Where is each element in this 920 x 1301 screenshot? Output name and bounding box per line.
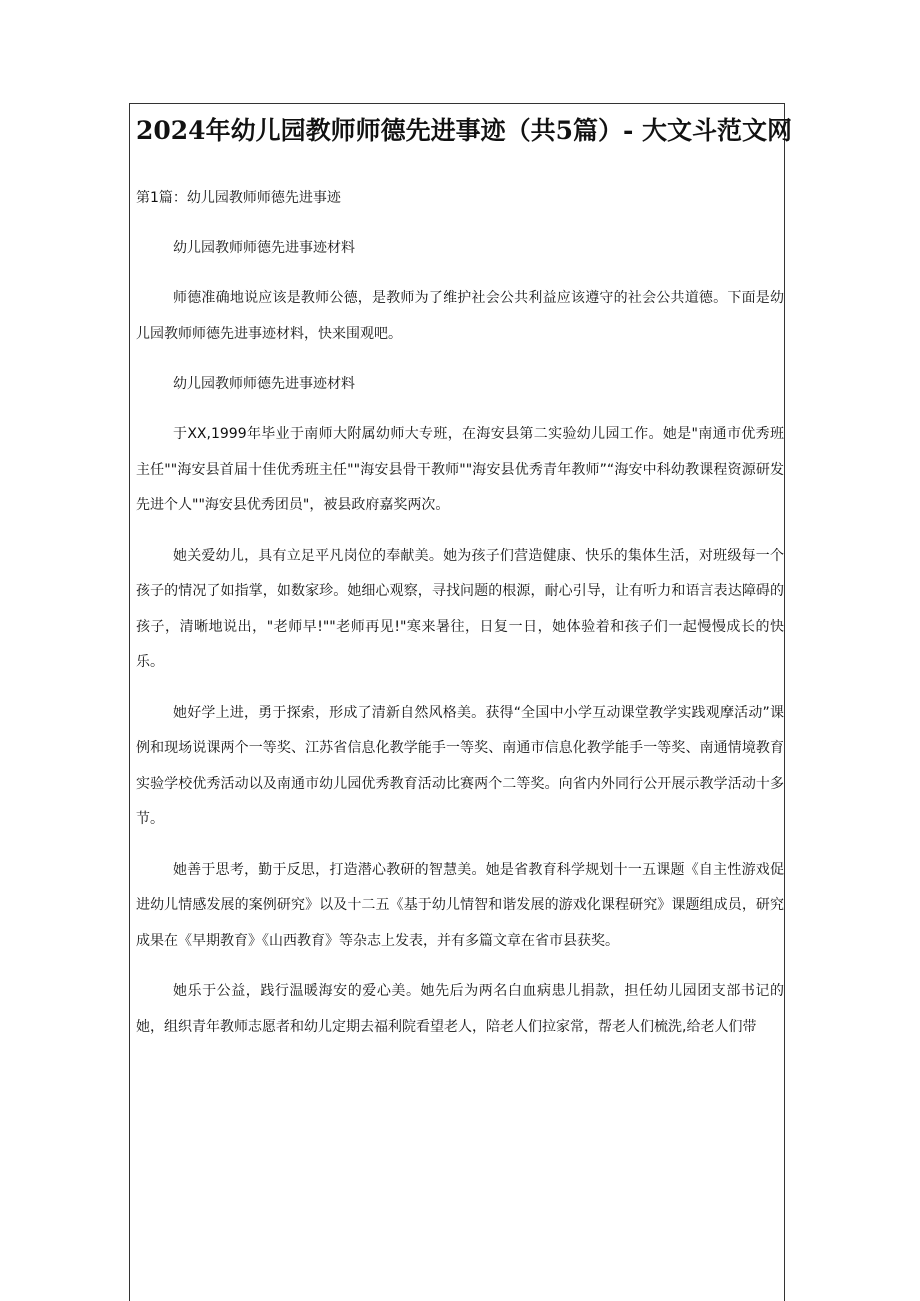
body-paragraph: 她善于思考，勤于反思，打造潜心教研的智慧美。她是省教育科学规划十一五课题《自主性游戏促进幼儿情感发展的案例研究》以及十二五《基于幼儿情智和谐发展的游戏化课程研究》课题组成员，研究成果在《早期教育》《山西教育》等杂志上发表，并有多篇文章在省市县获奖。 [136, 861, 784, 949]
spacer [136, 959, 784, 974]
subheading: 幼儿园教师师德先进事迹材料 [173, 376, 355, 392]
body-paragraph: 她乐于公益，践行温暖海安的爱心美。她先后为两名白血病患儿捐款，担任幼儿园团支部书记的她，组织青年教师志愿者和幼儿定期去福利院看望老人，陪老人们拉家常，帮老人们梳洗,给老人们带 [136, 983, 784, 1035]
intro-paragraph: 师德准确地说应该是教师公德，是教师为了维护社会公共利益应该遵守的社会公共道德。下面是幼儿园教师师德先进事迹材料，快来围观吧。 [136, 290, 784, 342]
spacer [136, 524, 784, 539]
document-body [136, 181, 784, 1045]
subheading: 幼儿园教师师德先进事迹材料 [173, 240, 355, 256]
body-paragraph: 她好学上进，勇于探索，形成了清新自然风格美。获得“全国中小学互动课堂教学实践观摩活动”课例和现场说课两个一等奖、江苏省信息化教学能手一等奖、南通市信息化教学能手一等奖、南通情境教育实验学校优秀活动以及南通市幼儿园优秀教育活动比赛两个二等奖。向省内外同行公开展示教学活动十多节。 [136, 704, 784, 827]
spacer [136, 352, 784, 367]
spacer [136, 681, 784, 696]
spacer [136, 216, 784, 231]
spacer [136, 266, 784, 281]
document-title: 2024年幼儿园教师师德先进事迹（共5篇）- 大文斗范文网 [136, 116, 793, 145]
body-paragraph: 她关爱幼儿，具有立足平凡岗位的奉献美。她为孩子们营造健康、快乐的集体生活，对班级每一个孩子的情况了如指掌，如数家珍。她细心观察，寻找问题的根源，耐心引导，让有听力和语言表达障碍的孩子，清晰地说出，"老师早!""老师再见!"寒来暑往，日复一日，她体验着和孩子们一起慢慢成长的快乐。 [136, 547, 784, 670]
spacer [136, 838, 784, 853]
part-heading: 第1篇：幼儿园教师师德先进事迹 [136, 190, 341, 206]
body-paragraph: 于XX,1999年毕业于南师大附属幼师大专班，在海安县第二实验幼儿园工作。她是"南通市优秀班主任""海安县首届十佳优秀班主任""海安县骨干教师""海安县优秀青年教师”“海安中科幼教课程资源研发先进个人""海安县优秀团员"，被县政府嘉奖两次。 [136, 426, 784, 513]
spacer [136, 402, 784, 417]
